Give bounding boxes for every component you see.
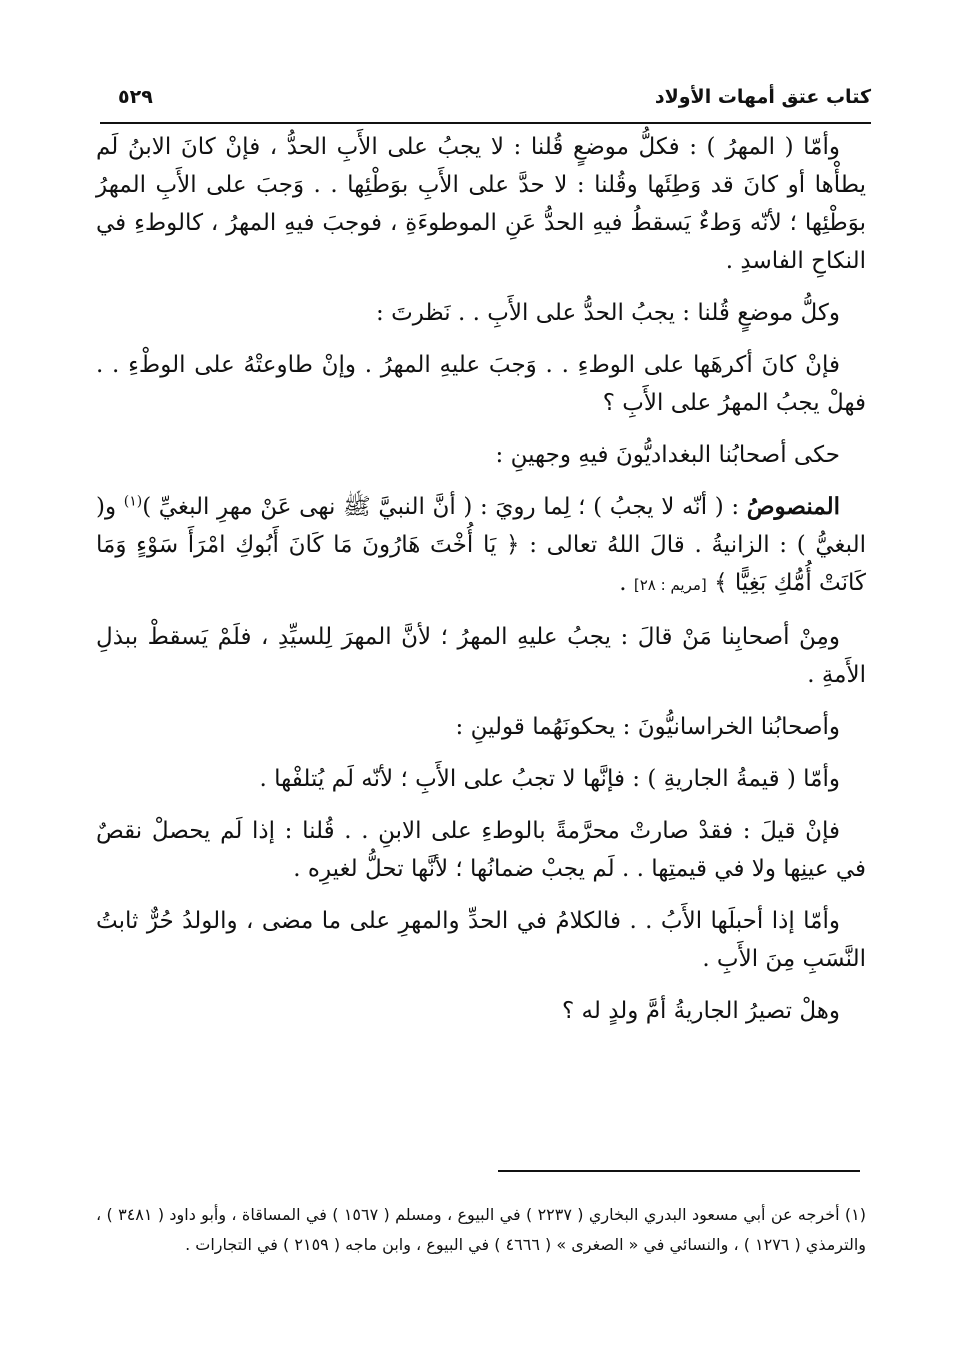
header-rule [100, 122, 871, 124]
running-title: كتاب عتق أمهات الأولاد [654, 86, 871, 108]
footnote-rule [498, 1170, 860, 1172]
footnote-ref[interactable]: (١) [123, 493, 143, 510]
paragraph-fa-in-qila: فإنْ قيلَ : فقدْ صارتْ محرَّمةً بالوطءِ على الابنِ . . قُلنا : إذا لَم يحصلْ نقصٌ في عينِها ولا في قيمتِها . . لَم يجبْ ضمانُها ؛ لأنَّها تحلُّ لغيرِه . [96, 818, 866, 882]
paragraph-ikrah: فإنْ كانَ أكرهَها على الوطءِ . . وَجبَ عليهِ المهرُ . وإنْ طاوعتْهُ على الوطْءِ . . فهلْ يجبُ المهرُ على الأَبِ ؟ [96, 352, 866, 416]
page-header [118, 86, 871, 120]
mansus-end: . [619, 570, 627, 596]
paragraph-mansus [96, 488, 866, 604]
quran-citation: [مريم : ٢٨] [633, 576, 707, 594]
paragraph-umm-walad: وهلْ تصيرُ الجاريةُ أمَّ ولدٍ له ؟ [562, 998, 840, 1024]
paragraph-khurasani: وأصحابُنا الخراسانيُّونَ : يحكونَهُما قولينِ : [455, 714, 840, 740]
mansus-label: المنصوصُ [746, 493, 840, 520]
main-text [96, 128, 866, 1044]
mansus-text: : ( أنّه لا يجبُ ) ؛ لِما رويَ : ( أنَّ النبيَّ ﷺ نهى عَنْ مهرِ البغيِّ ) [142, 494, 740, 520]
paragraph-ahbalaha: وأمّا إذا أحبلَها الأَبُ . . فالكلامُ في الحدِّ والمهرِ على ما مضى ، والولدُ حُرٌّ ثابتُ النَّسَبِ مِنَ الأَبِ . [96, 908, 866, 972]
page-number: ٥٢٩ [118, 86, 153, 108]
footnote-text: أخرجه عن أبي مسعود البدري البخاري ( ٢٢٣٧ ) في البيوع ، ومسلم ( ١٥٦٧ ) في المساقاة ، وأبو داود ( ٣٤٨١ ) ، والترمذي ( ١٢٧٦ ) ، والنسائي في « الصغرى » ( ٤٦٦٦ ) في البيوع ، وابن ماجه ( ٢١٥٩ ) في التجارات . [96, 1205, 866, 1254]
footnote-label: (١) [844, 1205, 866, 1224]
paragraph-sayyid: ومِنْ أصحابِنا مَنْ قالَ : يجبُ عليهِ المهرُ ؛ لأنَّ المهرَ لِلسيِّدِ ، فلَمْ يَسقطْ ببذلِ الأَمةِ . [96, 624, 866, 688]
mansus-continuation: و( البغيُّ ) : الزانيةُ . قالَ اللهُ تعالى : ﴿ يَا أُخْتَ هَارُونَ مَا كَانَ أَبُوكِ امْرَأَ سَوْءٍ وَمَا كَانَتْ أُمُّكِ بَغِيًّا ﴾ [96, 494, 866, 596]
footnote [96, 1200, 866, 1260]
paragraph-qima: وأمّا ( قيمةُ الجاريةِ ) : فإنَّها لا تجبُ على الأَبِ ؛ لأنّه لَم يُتلفْها . [259, 766, 840, 792]
paragraph-mahr: وأمّا ( المهرُ ) : فكلُّ موضعٍ قُلنا : لا يجبُ على الأَبِ الحدُّ ، فإنْ كانَ الابنُ لَم يطأْها أو كانَ قد وَطِئَها وقُلنا : لا حدَّ على الأَبِ بوَطْئِها . . وَجبَ على الأَبِ المهرُ بوَطْئِها ؛ لأنّه وَطءٌ يَسقطُ فيهِ الحدُّ عَنِ الموطوءَةِ ، فوجبَ فيهِ المهرُ ، كالوطءِ في النكاحِ الفاسدِ . [96, 134, 866, 274]
paragraph-hadd: وكلُّ موضعٍ قُلنا : يجبُ الحدُّ على الأَبِ . . نَظرتَ : [376, 300, 840, 326]
paragraph-wajhayn: حكى أصحابُنا البغداديُّونَ فيهِ وجهينِ : [495, 442, 840, 468]
